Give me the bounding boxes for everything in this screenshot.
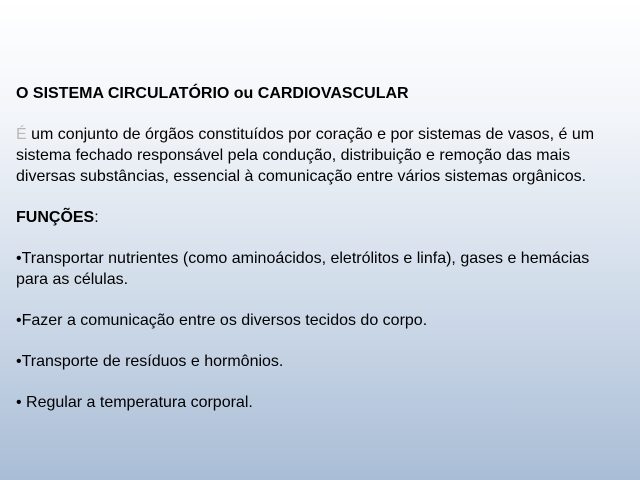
functions-heading-colon: : — [94, 209, 99, 226]
function-item-temperature-regulation: • Regular a temperatura corporal. — [16, 394, 253, 411]
intro-paragraph — [16, 124, 616, 187]
intro-lead-letter: É — [16, 126, 27, 143]
slide-title: O SISTEMA CIRCULATÓRIO ou CARDIOVASCULAR — [16, 85, 409, 102]
slide-content — [16, 83, 616, 413]
functions-heading — [16, 207, 616, 228]
function-item-transport-nutrients: •Transportar nutrientes (como aminoácidos, eletrólitos e linfa), gases e hemácias para as células. — [16, 250, 590, 288]
functions-heading-label: FUNÇÕES — [16, 209, 95, 226]
intro-text: um conjunto de órgãos constituídos por coração e por sistemas de vasos, é um sistema fechado responsável pela condução, distribuição e remoção das mais diversas substâncias, essencial à comunicação entre vários sistemas orgânicos. — [16, 126, 595, 185]
function-item-tissue-communication: •Fazer a comunicação entre os diversos tecidos do corpo. — [16, 312, 428, 329]
function-item-transport-waste: •Transporte de resíduos e hormônios. — [16, 353, 284, 370]
